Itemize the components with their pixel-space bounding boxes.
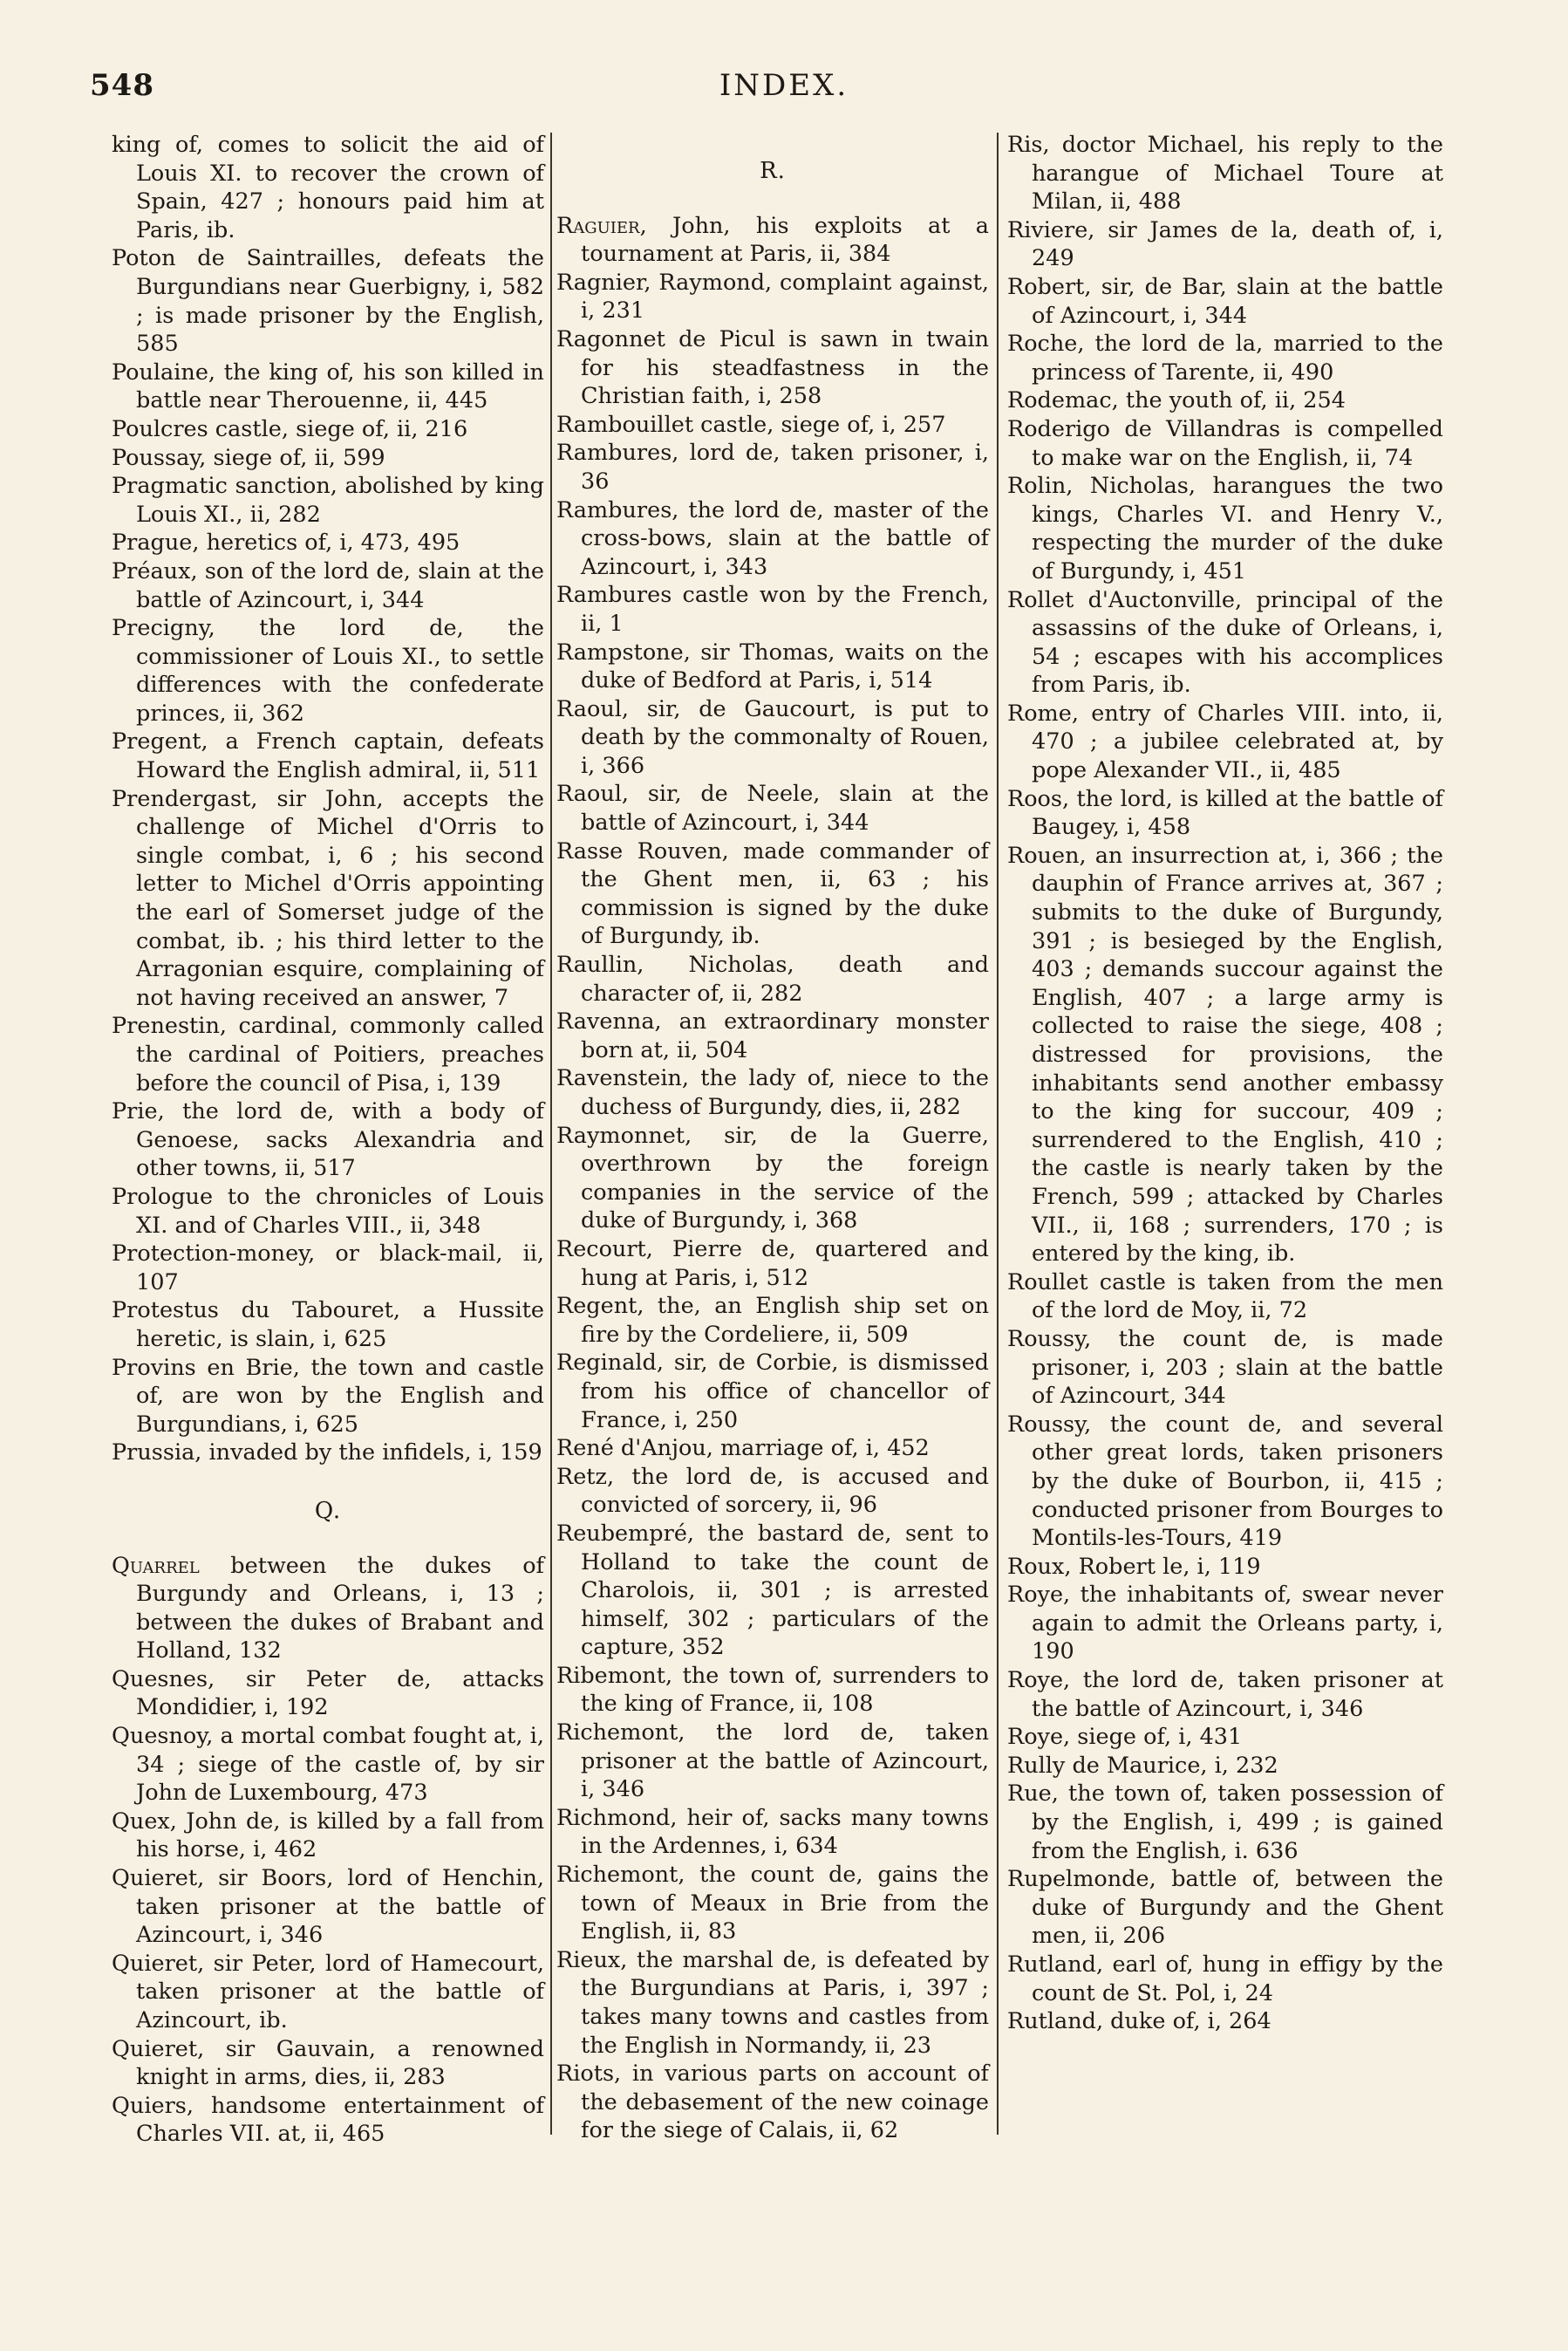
index-entry [112, 359, 544, 415]
entry-text: Poulcres castle, siege of, ii, 216 [112, 415, 468, 442]
index-entry [556, 1235, 989, 1292]
entry-text: Pregent, a French captain, defeats Howard the English admiral, ii, 511 [112, 728, 544, 784]
entry-text: Recourt, Pierre de, quartered and hung at Paris, i, 512 [556, 1235, 989, 1291]
page-number: 548 [90, 68, 154, 103]
entry-text: Richemont, the count de, gains the town of Meaux in Brie from the English, ii, 83 [556, 1862, 989, 1945]
entry-text: Riviere, sir James de la, death of, i, 249 [1007, 216, 1443, 272]
index-entry [556, 212, 989, 269]
entry-text: Rollet d'Auctonville, principal of the assassins of the duke of Orleans, i, 54 ; escapes with his accomplices from Paris, ib. [1007, 586, 1443, 699]
index-entry [1007, 1553, 1443, 1582]
index-entry [112, 614, 544, 728]
index-entry [112, 472, 544, 529]
index-entry [112, 2092, 544, 2149]
index-entry [556, 411, 989, 440]
index-entry [112, 1183, 544, 1240]
index-entry [556, 1008, 989, 1064]
index-entry [1007, 1752, 1443, 1780]
entry-text: Rutland, duke of, i, 264 [1007, 2008, 1271, 2035]
entry-lead-word: Raguier [556, 212, 640, 239]
entry-text: Reginald, sir, de Corbie, is dismissed from his office of chancellor of France, i, 250 [556, 1350, 989, 1433]
index-entry [112, 1439, 544, 1467]
column-rule-left [550, 133, 552, 2135]
entry-text: Precigny, the lord de, the commissioner of Louis XI., to settle differences with the confederate princes, ii, 362 [112, 615, 544, 727]
entry-text: Rupelmonde, battle of, between the duke of Burgundy and the Ghent men, ii, 206 [1007, 1866, 1443, 1950]
index-entry [1007, 842, 1443, 1268]
index-entry [556, 695, 989, 781]
index-entry [112, 728, 544, 784]
index-entry [556, 639, 989, 695]
index-entry [112, 131, 544, 244]
entry-text: Prologue to the chronicles of Louis XI. and of Charles VIII., ii, 348 [112, 1183, 544, 1239]
index-entry [1007, 1865, 1443, 1951]
index-column-2 [556, 131, 989, 2145]
entry-text: Roye, the lord de, taken prisoner at the battle of Azincourt, i, 346 [1007, 1667, 1443, 1722]
entry-text: Rodemac, the youth of, ii, 254 [1007, 387, 1346, 414]
index-entry [556, 1946, 989, 2060]
index-entry [1007, 1666, 1443, 1723]
index-entry [112, 1012, 544, 1097]
index-entry [112, 1665, 544, 1722]
index-entry [1007, 216, 1443, 273]
index-entry [556, 951, 989, 1008]
index-entry [556, 780, 989, 837]
entry-text: Prussia, invaded by the infidels, i, 159 [112, 1439, 542, 1466]
index-entry [556, 1349, 989, 1434]
entry-text: Rieux, the marshal de, is defeated by the Burgundians at Paris, i, 397 ; takes many towns and castles from the English in Normandy, ii, 23 [556, 1946, 989, 2059]
index-entry [1007, 586, 1443, 700]
index-entry [1007, 2007, 1443, 2036]
entry-text: Roye, the inhabitants of, swear never again to admit the Orleans party, i, 190 [1007, 1582, 1443, 1665]
entry-text: Rolin, Nicholas, harangues the two kings, Charles VI. and Henry V., respecting the murder of the duke of Burgundy, i, 451 [1007, 473, 1443, 584]
entry-text: Roullet castle is taken from the men of the lord de Moy, ii, 72 [1007, 1268, 1443, 1324]
entry-text: Roux, Robert le, i, 119 [1007, 1553, 1261, 1580]
index-entry [112, 785, 544, 1013]
entry-text: Ribemont, the town of, surrenders to the king of France, ii, 108 [556, 1662, 989, 1718]
index-entry [112, 1552, 544, 1665]
index-entry [556, 1662, 989, 1719]
index-entry [112, 244, 544, 358]
index-entry [112, 444, 544, 473]
letter-heading: R. [760, 158, 786, 184]
entry-text: Prague, heretics of, i, 473, 495 [112, 530, 460, 557]
entry-text: Quesnoy, a mortal combat fought at, i, 34 ; siege of the castle of, by sir John de Luxembourg, 473 [112, 1723, 544, 1807]
index-column-1 [112, 131, 544, 2149]
entry-lead-word: Quarrel [112, 1552, 200, 1579]
index-entry [556, 1434, 989, 1463]
entry-text: Rasse Rouven, made commander of the Ghent men, ii, 63 ; his commission is signed by the duke of Burgundy, ib. [556, 837, 989, 950]
index-entry [1007, 785, 1443, 842]
entry-text: Rue, the town of, taken possession of by the English, i, 499 ; is gained from the English, i. 636 [1007, 1780, 1443, 1864]
entry-text: Rambures, the lord de, master of the cross-bows, slain at the battle of Azincourt, i, 343 [556, 496, 989, 580]
entry-text: Quex, John de, is killed by a fall from his horse, i, 462 [112, 1808, 544, 1863]
entry-text: Roos, the lord, is killed at the battle of Baugey, i, 458 [1007, 785, 1443, 841]
index-entry [1007, 1411, 1443, 1553]
entry-text: Reubempré, the bastard de, sent to Holland to take the count de Charolois, ii, 301 ; is arrested himself, 302 ; particulars of the capture, 352 [556, 1520, 989, 1661]
entry-text: Quieret, sir Gauvain, a renowned knight in arms, dies, ii, 283 [112, 2035, 544, 2091]
index-entry [556, 269, 989, 325]
index-entry [556, 325, 989, 411]
entry-text: Regent, the, an English ship set on fire by the Cordeliere, ii, 509 [556, 1293, 989, 1348]
entry-text: Richmond, heir of, sacks many towns in the Ardennes, i, 634 [556, 1804, 989, 1860]
page-header [0, 68, 1568, 120]
index-entry [556, 1804, 989, 1861]
entry-text: Raoul, sir, de Gaucourt, is put to death by the commonalty of Rouen, i, 366 [556, 695, 989, 779]
index-entry [1007, 131, 1443, 216]
index-entry [556, 1719, 989, 1804]
index-entry [556, 1463, 989, 1520]
entry-text: Pragmatic sanction, abolished by king Louis XI., ii, 282 [112, 473, 544, 528]
index-entry [112, 1354, 544, 1439]
index-entry [1007, 472, 1443, 585]
entry-text: Protection-money, or black-mail, ii, 107 [112, 1240, 544, 1295]
index-entry [556, 837, 989, 951]
entry-text: Retz, the lord de, is accused and convicted of sorcery, ii, 96 [556, 1463, 989, 1519]
index-entry [1007, 1780, 1443, 1865]
index-entry [1007, 700, 1443, 785]
index-entry [112, 1097, 544, 1183]
index-entry [112, 1808, 544, 1864]
entry-text: , John, his exploits at a tournament at Paris, ii, 384 [581, 212, 989, 268]
entry-text: Riots, in various parts on account of the debasement of the new coinage for the siege of Calais, ii, 62 [556, 2061, 989, 2144]
entry-text: Roussy, the count de, is made prisoner, i, 203 ; slain at the battle of Azincourt, 344 [1007, 1325, 1443, 1410]
index-entry [112, 2035, 544, 2092]
entry-text: Ragonnet de Picul is sawn in twain for his steadfastness in the Christian faith, i, 258 [556, 325, 989, 410]
column-rule-right [997, 133, 999, 2135]
index-entry [556, 1122, 989, 1235]
index-entry [556, 1520, 989, 1662]
index-entry [112, 557, 544, 614]
index-entry [112, 415, 544, 444]
index-entry [1007, 1951, 1443, 2007]
index-entry [112, 1240, 544, 1296]
index-entry [556, 496, 989, 582]
index-entry [556, 1292, 989, 1349]
index-entry [112, 1296, 544, 1353]
entry-text: Provins en Brie, the town and castle of, are won by the English and Burgundians, i, 625 [112, 1354, 544, 1438]
entry-text: Rouen, an insurrection at, i, 366 ; the dauphin of France arrives at, 367 ; submits to the duke of Burgundy, 391 ; is besieged by the English, 403 ; demands succour against the English, 407 ; a large army is collected to raise the siege, 408 ; distressed for provisions, the inhabitants send another embassy to the king for succour, 409 ; surrendered to the English, 410 ; the castle is nearly taken by the French, 599 ; attacked by Charles VII., ii, 168 ; surrenders, 170 ; is entered by the king, ib. [1007, 842, 1443, 1268]
entry-text: René d'Anjou, marriage of, i, 452 [556, 1435, 930, 1462]
index-entry [112, 1950, 544, 2035]
index-entry [1007, 415, 1443, 472]
entry-text: Prie, the lord de, with a body of Genoese, sacks Alexandria and other towns, ii, 517 [112, 1098, 544, 1182]
entry-text: Rambures, lord de, taken prisoner, i, 36 [556, 440, 989, 495]
entry-text: Raoul, sir, de Neele, slain at the battle of Azincourt, i, 344 [556, 781, 989, 837]
index-entry [112, 1864, 544, 1950]
running-title: INDEX. [719, 68, 849, 103]
entry-text: Poussay, siege of, ii, 599 [112, 444, 385, 471]
entry-text: Rome, entry of Charles VIII. into, ii, 470 ; a jubilee celebrated at, by pope Alexander VII., ii, 485 [1007, 700, 1443, 784]
entry-text: Quesnes, sir Peter de, attacks Mondidier, i, 192 [112, 1665, 544, 1721]
entry-text: Roche, the lord de la, married to the princess of Tarente, ii, 490 [1007, 331, 1443, 386]
index-entry [556, 1064, 989, 1121]
entry-text: Rampstone, sir Thomas, waits on the duke of Bedford at Paris, i, 514 [556, 639, 989, 694]
entry-text: Ravenstein, the lady of, niece to the duchess of Burgundy, dies, ii, 282 [556, 1065, 989, 1120]
entry-text: Roderigo de Villandras is compelled to make war on the English, ii, 74 [1007, 415, 1443, 471]
entry-text: Protestus du Tabouret, a Hussite heretic, is slain, i, 625 [112, 1297, 544, 1352]
entry-text: Rully de Maurice, i, 232 [1007, 1752, 1278, 1779]
entry-text: Rambouillet castle, siege of, i, 257 [556, 411, 946, 438]
index-entry [112, 529, 544, 557]
index-entry [556, 581, 989, 638]
index-entry [1007, 1723, 1443, 1752]
entry-text: Préaux, son of the lord de, slain at the battle of Azincourt, i, 344 [112, 557, 544, 613]
index-entry [1007, 1325, 1443, 1411]
index-entry [1007, 273, 1443, 330]
entry-text: Quieret, sir Peter, lord of Hamecourt, taken prisoner at the battle of Azincourt, ib. [112, 1950, 544, 2033]
entry-text: Robert, sir, de Bar, slain at the battle of Azincourt, i, 344 [1007, 273, 1443, 329]
index-column-3 [1007, 131, 1443, 2036]
entry-text: Raullin, Nicholas, death and character of, ii, 282 [556, 952, 989, 1007]
entry-text: Rutland, earl of, hung in effigy by the count de St. Pol, i, 24 [1007, 1951, 1443, 2006]
entry-text: Quiers, handsome entertainment of Charles VII. at, ii, 465 [112, 2092, 544, 2148]
entry-text: Ris, doctor Michael, his reply to the harangue of Michael Toure at Milan, ii, 488 [1007, 132, 1443, 215]
entry-text: Ragnier, Raymond, complaint against, i, 231 [556, 269, 989, 325]
entry-text: Prendergast, sir John, accepts the challenge of Michel d'Orris to single combat, i, 6 ; his second letter to Michel d'Orris appointing the earl of Somerset judge of the combat, ib. ; his third letter to the Arragonian esquire, complaining of not having received an answer, 7 [112, 785, 544, 1011]
entry-text: Richemont, the lord de, taken prisoner at the battle of Azincourt, i, 346 [556, 1719, 989, 1803]
index-entry [1007, 330, 1443, 386]
letter-heading: Q. [314, 1497, 342, 1524]
entry-text: Prenestin, cardinal, commonly called the cardinal of Poitiers, preaches before the council of Pisa, i, 139 [112, 1013, 544, 1097]
index-entry [556, 2060, 989, 2145]
index-entry [556, 439, 989, 495]
entry-text: king of, comes to solicit the aid of Louis XI. to recover the crown of Spain, 427 ; honours paid him at Paris, ib. [112, 132, 544, 243]
index-entry [1007, 386, 1443, 415]
entry-text: Poulaine, the king of, his son killed in battle near Therouenne, ii, 445 [112, 359, 544, 414]
entry-text: Poton de Saintrailles, defeats the Burgundians near Guerbigny, i, 582 ; is made prisoner by the English, 585 [112, 245, 544, 358]
entry-text: between the dukes of Burgundy and Orleans, i, 13 ; between the dukes of Brabant and Holland, 132 [136, 1552, 544, 1664]
entry-text: Rambures castle won by the French, ii, 1 [556, 582, 989, 637]
entry-text: Raymonnet, sir, de la Guerre, overthrown by the foreign companies in the service of the duke of Burgundy, i, 368 [556, 1122, 989, 1234]
index-entry [1007, 1268, 1443, 1325]
entry-text: Roussy, the count de, and several other great lords, taken prisoners by the duke of Bourbon, ii, 415 ; conducted prisoner from Bourges to Montils-les-Tours, 419 [1007, 1411, 1443, 1552]
entry-text: Quieret, sir Boors, lord of Henchin, taken prisoner at the battle of Azincourt, i, 346 [112, 1865, 544, 1949]
index-entry [112, 1722, 544, 1808]
entry-text: Ravenna, an extraordinary monster born at, ii, 504 [556, 1008, 989, 1063]
index-entry [1007, 1581, 1443, 1666]
index-entry [556, 1861, 989, 1946]
entry-text: Roye, siege of, i, 431 [1007, 1724, 1243, 1751]
